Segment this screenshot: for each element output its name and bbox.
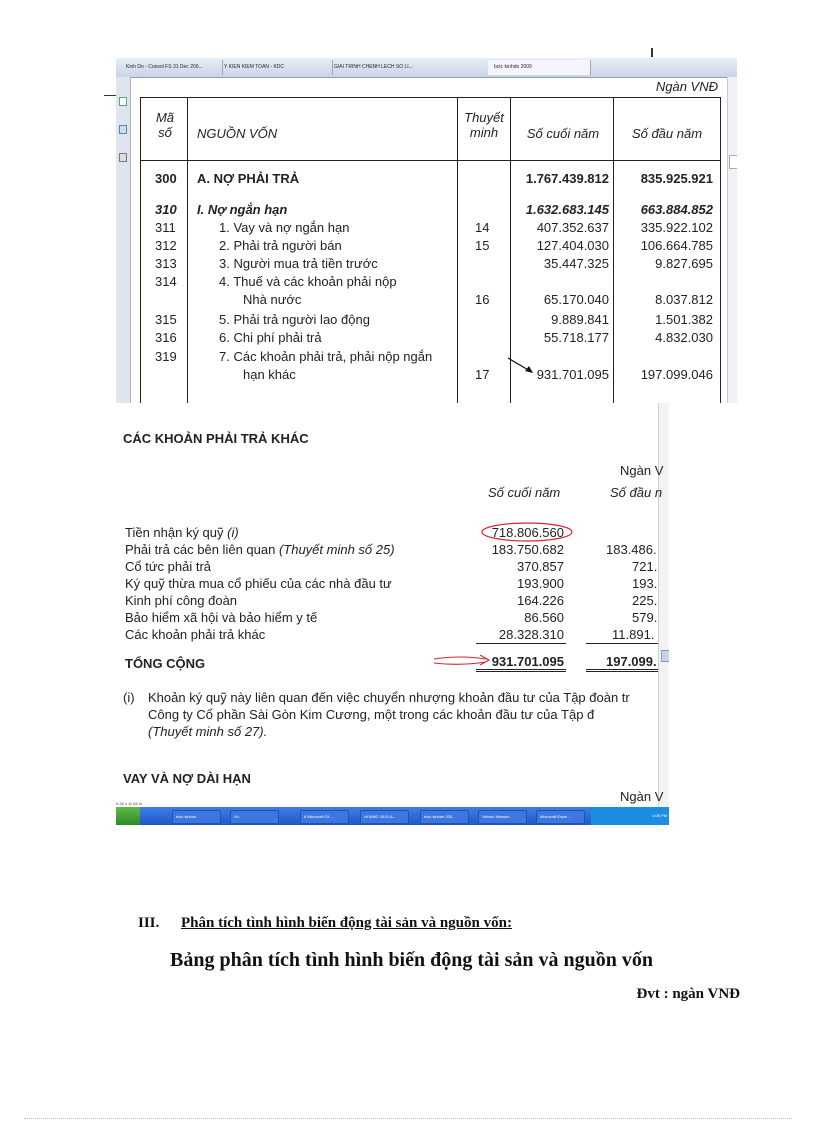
page-bottom-border — [24, 1118, 792, 1119]
page-tick-mark — [651, 48, 653, 57]
total-double-underline — [586, 669, 658, 670]
start-button[interactable] — [116, 807, 140, 825]
window-tab-active[interactable]: bctc kinhdo 2009 — [488, 60, 591, 75]
row-code: 310 — [155, 202, 177, 217]
payable-label: Ký quỹ thừa mua cổ phiếu của các nhà đầu tư — [125, 576, 392, 591]
vertical-scrollbar[interactable] — [727, 77, 737, 403]
left-toolbar — [116, 77, 131, 403]
taskbar-item[interactable]: Yahoo! Messen... — [478, 810, 527, 824]
section-heading: CÁC KHOẢN PHẢI TRẢ KHÁC — [123, 431, 309, 446]
payable-begin-value: 225. — [632, 593, 658, 608]
currency-unit: Ngàn VNĐ — [655, 79, 718, 94]
row-begin-value: 335.922.102 — [640, 220, 713, 235]
payable-label — [125, 525, 239, 540]
payable-end-value: 28.328.310 — [498, 627, 564, 642]
section-number: III. — [138, 915, 160, 931]
balance-sheet-table — [140, 97, 721, 403]
payable-begin-value: 579. — [632, 610, 658, 625]
row-code: 319 — [155, 349, 177, 364]
row-end-value: 65.170.040 — [543, 292, 609, 307]
total-double-underline — [476, 669, 566, 670]
column-divider — [457, 98, 458, 403]
header-source: NGUỒN VỐN — [197, 126, 278, 141]
page-icon[interactable] — [119, 97, 127, 106]
annotation-arrow-icon — [506, 356, 536, 376]
row-end-value: 931.701.095 — [536, 367, 609, 382]
balance-sheet-screenshot — [116, 58, 737, 403]
taskbar-item[interactable]: 8 Microsoft Of... — [300, 810, 349, 824]
section-heading: VAY VÀ NỢ DÀI HẠN — [123, 771, 251, 786]
payable-begin-value: 721. — [632, 559, 658, 574]
total-begin-value: 197.099. — [606, 654, 657, 669]
column-divider — [187, 98, 188, 403]
payable-label: Kinh phí công đoàn — [125, 593, 238, 608]
payable-begin-value: 183.486. — [606, 542, 657, 557]
status-bar-text: 9.26 x 11.69 in — [116, 801, 142, 806]
column-divider — [613, 98, 614, 403]
row-label: 2. Phải trả người bán — [219, 238, 342, 253]
annotation-red-arrow-icon — [432, 652, 492, 668]
payable-label-note: (i) — [227, 525, 239, 540]
row-label: 6. Chi phí phải trả — [219, 330, 322, 345]
header-year-begin: Số đầu năm — [631, 126, 703, 141]
header-divider — [141, 160, 720, 161]
row-label: 3. Người mua trả tiền trước — [219, 256, 378, 271]
other-payables-screenshot — [116, 403, 669, 825]
row-begin-value: 1.501.382 — [655, 312, 713, 327]
payable-end-value: 164.226 — [517, 593, 564, 608]
system-tray-clock[interactable]: 1:06 PM — [591, 807, 669, 825]
row-end-value: 9.889.841 — [551, 312, 609, 327]
row-label-continued: Nhà nước — [243, 292, 302, 307]
scrollbar-thumb[interactable] — [729, 155, 737, 169]
window-tab[interactable]: Kinh Do - Consol FS 31 Dec 200... — [120, 60, 223, 75]
row-code: 311 — [155, 220, 176, 235]
section-title: Phân tích tình hình biến động tài sản và nguồn vốn: — [181, 915, 512, 931]
row-begin-value: 835.925.921 — [640, 171, 713, 186]
total-end-value: 931.701.095 — [491, 654, 564, 669]
scrollbar-thumb[interactable] — [661, 650, 669, 662]
row-end-value: 407.352.637 — [536, 220, 609, 235]
unit-note: Đvt : ngàn VNĐ — [636, 986, 740, 1002]
row-end-value: 1.767.439.812 — [525, 171, 609, 186]
payable-end-value: 183.750.682 — [491, 542, 564, 557]
payable-end-value: 370.857 — [517, 559, 564, 574]
header-note: Thuyết minh — [464, 110, 504, 140]
footnote-line: Công ty Cổ phần Sài Gòn Kim Cương, một trong các khoản đầu tư của Tập đ — [148, 707, 595, 722]
row-label: 4. Thuế và các khoản phải nộp — [219, 274, 397, 289]
taskbar — [116, 807, 669, 825]
row-note: 15 — [475, 238, 490, 253]
payable-begin-value: 11.891. — [612, 627, 655, 642]
payable-end-value: 193.900 — [517, 576, 564, 591]
payable-label-note: (Thuyết minh số 25) — [278, 542, 395, 557]
table-title: Bảng phân tích tình hình biến động tài sản và nguồn vốn — [170, 949, 653, 971]
taskbar-item[interactable]: bctc kinhdo 200... — [420, 810, 469, 824]
payable-label-text: Phải trả các bên liên quan — [125, 542, 279, 557]
payable-label: Bảo hiểm xã hội và bảo hiểm y tế — [125, 610, 318, 625]
row-begin-value: 197.099.046 — [640, 367, 713, 382]
row-end-value: 127.404.030 — [536, 238, 609, 253]
header-code: Mã số — [155, 110, 175, 140]
row-end-value: 35.447.325 — [543, 256, 609, 271]
payable-end-value: 718.806.560 — [491, 525, 564, 540]
header-year-end: Số cuối năm — [526, 126, 600, 141]
row-note: 17 — [475, 367, 490, 382]
attachment-icon[interactable] — [119, 153, 127, 162]
total-label: TỔNG CỘNG — [125, 656, 206, 671]
taskbar-item[interactable]: Vo — [230, 810, 279, 824]
subtotal-underline — [476, 643, 566, 644]
header-year-end: Số cuối năm — [488, 485, 561, 500]
row-label: I. Nợ ngắn hạn — [197, 202, 288, 217]
header-year-begin: Số đầu n — [610, 485, 663, 500]
row-end-value: 55.718.177 — [543, 330, 609, 345]
row-label: A. NỢ PHẢI TRẢ — [197, 171, 300, 186]
page-dash-mark — [104, 95, 116, 96]
row-code: 300 — [155, 171, 177, 186]
row-code: 313 — [155, 256, 177, 271]
payable-label-text: Tiền nhận ký quỹ — [125, 525, 228, 540]
row-code: 315 — [155, 312, 177, 327]
bookmark-icon[interactable] — [119, 125, 127, 134]
currency-unit: Ngàn V — [620, 789, 664, 804]
payable-end-value: 86.560 — [524, 610, 564, 625]
footnote-line: Khoản ký quỹ này liên quan đến việc chuyển nhượng khoản đầu tư của Tập đoàn tr — [148, 690, 630, 705]
window-tab[interactable]: Y KIEN KIEM TOAN - KDC — [218, 60, 333, 75]
window-tab[interactable]: GIAI TRINH CHENH LECH SO LI... — [328, 60, 493, 75]
row-begin-value: 9.827.695 — [655, 256, 713, 271]
row-note: 16 — [475, 292, 490, 307]
row-begin-value: 106.664.785 — [640, 238, 713, 253]
payable-begin-value: 193. — [632, 576, 658, 591]
row-code: 316 — [155, 330, 177, 345]
row-note: 14 — [475, 220, 490, 235]
annotation-circle-icon — [480, 520, 574, 544]
row-label-continued: hạn khác — [243, 367, 296, 382]
row-end-value: 1.632.683.145 — [525, 202, 609, 217]
subtotal-underline — [586, 643, 658, 644]
footnote-marker: (i) — [123, 690, 135, 705]
payable-label: Các khoản phải trả khác — [125, 627, 266, 642]
row-begin-value: 663.884.852 — [640, 202, 713, 217]
footnote-line: (Thuyết minh số 27). — [148, 724, 268, 739]
taskbar-item[interactable]: HOANG 2010-A... — [360, 810, 409, 824]
total-double-underline — [586, 671, 658, 672]
row-begin-value: 8.037.812 — [655, 292, 713, 307]
taskbar-item[interactable]: bctc kinhdo — [172, 810, 221, 824]
total-double-underline — [476, 671, 566, 672]
payable-label — [125, 542, 395, 557]
row-code: 312 — [155, 238, 177, 253]
taskbar-item[interactable]: Microsoft Excel ... — [536, 810, 585, 824]
row-code: 314 — [155, 274, 177, 289]
row-label: 1. Vay và nợ ngắn hạn — [219, 220, 350, 235]
row-label: 5. Phải trả người lao động — [219, 312, 370, 327]
currency-unit: Ngàn V — [620, 463, 664, 478]
row-begin-value: 4.832.030 — [655, 330, 713, 345]
row-label: 7. Các khoản phải trả, phải nộp ngắn — [219, 349, 433, 364]
window-tab-bar — [116, 58, 737, 78]
payable-label: Cổ tức phải trả — [125, 559, 212, 574]
